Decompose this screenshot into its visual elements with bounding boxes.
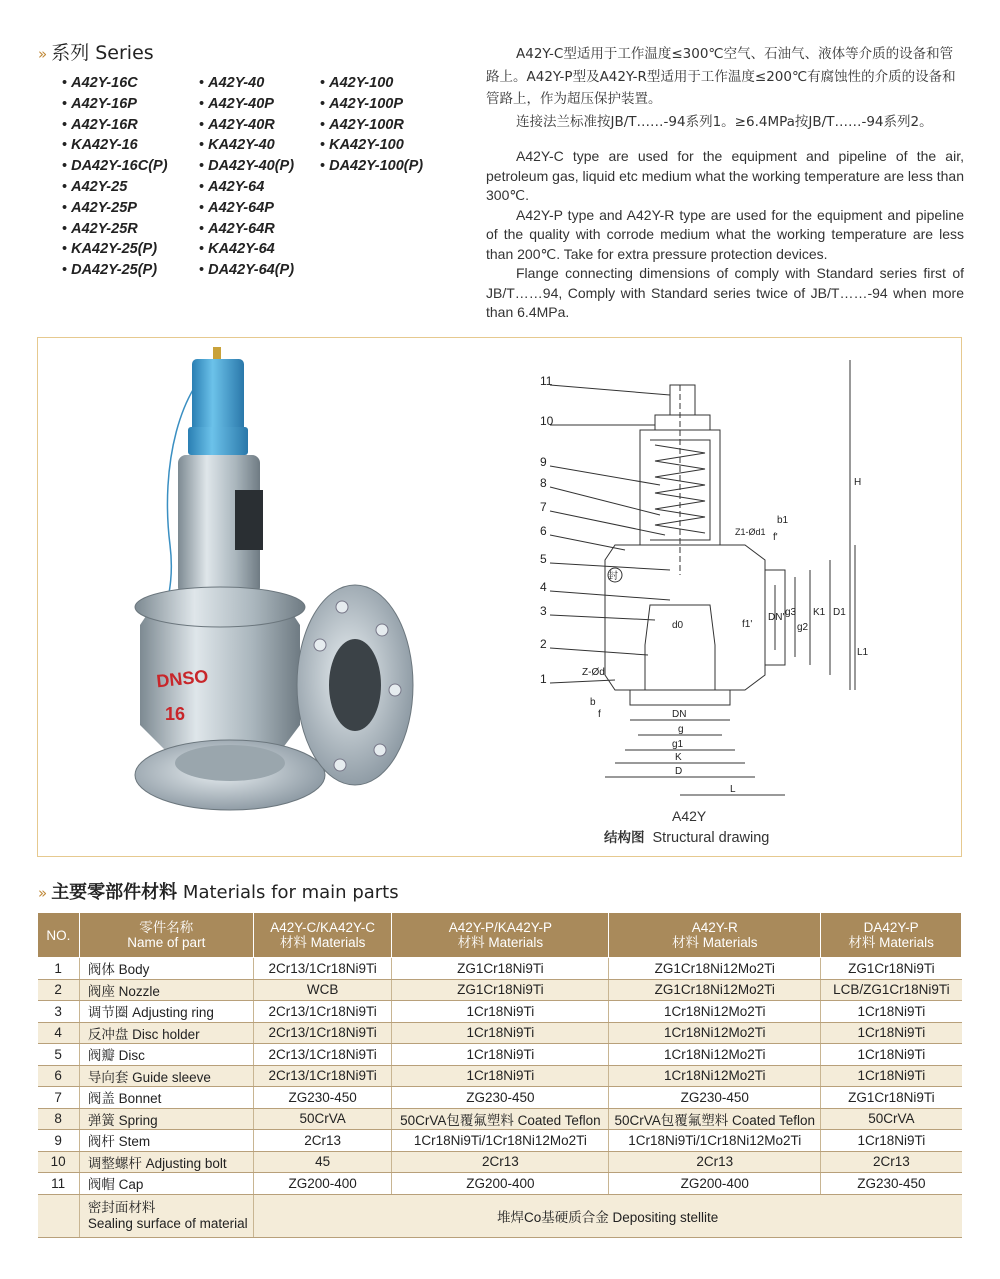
dim-label: f1' — [742, 619, 753, 630]
series-item: • A42Y-100P — [320, 94, 423, 115]
series-item: • DA42Y-25(P) — [62, 260, 168, 281]
series-item: • DA42Y-40(P) — [199, 156, 294, 177]
series-item: • KA42Y-64 — [199, 239, 294, 260]
series-column-1 — [62, 73, 168, 281]
series-item: • A42Y-100 — [320, 73, 423, 94]
table-row: 8 弹簧 Spring 50CrVA 50CrVA包覆氟塑料 Coated Teflon 50CrVA包覆氟塑料 Coated Teflon 50CrVA — [38, 1108, 962, 1130]
figure-caption-model: A42Y — [672, 808, 707, 824]
header-col-4: DA42Y-P 材料 Materials — [821, 913, 962, 958]
dim-label: D1 — [833, 607, 846, 618]
table-header-row — [38, 913, 962, 958]
table-row: 10 调整螺杆 Adjusting bolt 45 2Cr13 2Cr13 2Cr13 — [38, 1151, 962, 1173]
series-column-3 — [320, 73, 423, 177]
series-item: • A42Y-100R — [320, 115, 423, 136]
valve-marking-dn: DNSO — [155, 666, 210, 692]
dim-label: Z-Ød — [582, 667, 605, 678]
dim-label: g2 — [797, 622, 809, 633]
series-title-en: Series — [95, 42, 154, 64]
dim-label: g3 — [785, 607, 797, 618]
structural-drawing — [520, 345, 900, 805]
part-label-3: 3 — [540, 604, 547, 618]
dim-label: L — [730, 784, 736, 795]
dim-label: D — [675, 766, 683, 777]
table-row: 1 阀体 Body 2Cr13/1Cr18Ni9Ti ZG1Cr18Ni9Ti ZG1Cr18Ni12Mo2Ti ZG1Cr18Ni9Ti — [38, 958, 962, 980]
series-item: • DA42Y-64(P) — [199, 260, 294, 281]
seal-mark: 封 — [608, 571, 618, 582]
table-row: 7 阀盖 Bonnet ZG230-450 ZG230-450 ZG230-450 ZG1Cr18Ni9Ti — [38, 1087, 962, 1109]
dim-label: d0 — [672, 620, 684, 631]
valve-photo — [120, 345, 420, 835]
header-col-1: A42Y-C/KA42Y-C 材料 Materials — [253, 913, 392, 958]
header-name: 零件名称 Name of part — [79, 913, 253, 958]
header-col-3: A42Y-R 材料 Materials — [609, 913, 821, 958]
valve-marking-pn: 16 — [165, 704, 186, 724]
part-label-6: 6 — [540, 524, 547, 538]
dim-label: K — [675, 752, 682, 763]
materials-title-en: Materials for main parts — [182, 882, 399, 903]
materials-title-cn: 主要零部件材料 — [51, 882, 178, 903]
table-row: 2 阀座 Nozzle WCB ZG1Cr18Ni9Ti ZG1Cr18Ni12Mo2Ti LCB/ZG1Cr18Ni9Ti — [38, 979, 962, 1001]
series-item: • A42Y-25 — [62, 177, 168, 198]
part-label-7: 7 — [540, 500, 547, 514]
series-item: • DA42Y-16C(P) — [62, 156, 168, 177]
chevron-icon: » — [38, 884, 46, 902]
series-item: • KA42Y-100 — [320, 135, 423, 156]
dim-label: f' — [773, 532, 778, 543]
series-item: • A42Y-25R — [62, 219, 168, 240]
series-item: • A42Y-25P — [62, 198, 168, 219]
description-cn-1: A42Y-C型适用于工作温度≤300℃空气、石油气、液体等介质的设备和管路上。A42Y-P型及A42Y-R型适用于工作温度≤200℃有腐蚀性的介质的设备和管路上，作为超压保护装置。 — [486, 46, 956, 107]
part-label-11: 11 — [540, 374, 553, 388]
materials-title — [38, 878, 399, 904]
description-en-1: A42Y-C type are used for the equipment and pipeline of the air, petroleum gas, liquid etc medium what the working temperature are less than 300℃. — [486, 148, 964, 203]
part-label-9: 9 — [540, 455, 547, 469]
series-item: • A42Y-16R — [62, 115, 168, 136]
dim-label: g — [678, 724, 684, 735]
series-item: • A42Y-40P — [199, 94, 294, 115]
series-item: • KA42Y-16 — [62, 135, 168, 156]
figure-caption — [604, 826, 769, 846]
dim-label: Z1-Ød1 — [735, 527, 766, 537]
materials-table — [37, 912, 962, 1238]
series-item: • A42Y-40 — [199, 73, 294, 94]
seal-value: 堆焊Co基硬质合金 Depositing stellite — [253, 1194, 961, 1237]
dim-label: DN — [672, 709, 687, 720]
series-column-2 — [199, 73, 294, 281]
series-item: • A42Y-64R — [199, 219, 294, 240]
table-row: 5 阀瓣 Disc 2Cr13/1Cr18Ni9Ti 1Cr18Ni9Ti 1Cr18Ni12Mo2Ti 1Cr18Ni9Ti — [38, 1044, 962, 1066]
series-item: • DA42Y-100(P) — [320, 156, 423, 177]
dim-label: K1 — [813, 607, 826, 618]
chevron-icon: » — [38, 45, 46, 63]
part-label-8: 8 — [540, 476, 547, 490]
seal-name: 密封面材料 Sealing surface of material — [79, 1194, 253, 1237]
table-row: 6 导向套 Guide sleeve 2Cr13/1Cr18Ni9Ti 1Cr18Ni9Ti 1Cr18Ni12Mo2Ti 1Cr18Ni9Ti — [38, 1065, 962, 1087]
description-en-2: A42Y-P type and A42Y-R type are used for the equipment and pipeline of the quality with corrode medium what the working temperature are less than 200℃. Take for extra pressure protection devices. — [486, 206, 964, 262]
dim-label: f — [598, 709, 601, 720]
series-title-cn: 系列 — [51, 42, 90, 64]
series-title — [38, 38, 154, 65]
dim-label: b — [590, 697, 596, 708]
table-row: 3 调节圈 Adjusting ring 2Cr13/1Cr18Ni9Ti 1Cr18Ni9Ti 1Cr18Ni12Mo2Ti 1Cr18Ni9Ti — [38, 1001, 962, 1023]
dim-label: L1 — [857, 647, 869, 658]
dim-label: g1 — [672, 739, 684, 750]
series-item: • KA42Y-25(P) — [62, 239, 168, 260]
dim-label: b1 — [777, 515, 789, 526]
part-label-4: 4 — [540, 580, 547, 594]
series-item: • A42Y-16P — [62, 94, 168, 115]
table-row-sealing — [38, 1194, 962, 1237]
series-item: • A42Y-40R — [199, 115, 294, 136]
part-label-5: 5 — [540, 552, 547, 566]
description-cn-2: 连接法兰标准按JB/T……-94系列1。≥6.4MPa按JB/T……-94系列2。 — [516, 113, 933, 130]
series-item: • A42Y-16C — [62, 73, 168, 94]
part-label-2: 2 — [540, 637, 547, 651]
header-col-2: A42Y-P/KA42Y-P 材料 Materials — [392, 913, 609, 958]
series-item: • KA42Y-40 — [199, 135, 294, 156]
series-item: • A42Y-64P — [199, 198, 294, 219]
part-label-1: 1 — [540, 672, 547, 686]
figure-caption-cn: 结构图 — [604, 830, 645, 846]
series-item: • A42Y-64 — [199, 177, 294, 198]
table-row: 9 阀杆 Stem 2Cr13 1Cr18Ni9Ti/1Cr18Ni12Mo2Ti 1Cr18Ni9Ti/1Cr18Ni12Mo2Ti 1Cr18Ni9Ti — [38, 1130, 962, 1152]
part-label-10: 10 — [540, 414, 554, 428]
description-en-3: Flange connecting dimensions of comply with Standard series first of JB/T……94, Comply with Standard series twice of JB/T……-94 when more than 6.4MPa. — [486, 265, 964, 320]
table-row: 4 反冲盘 Disc holder 2Cr13/1Cr18Ni9Ti 1Cr18Ni9Ti 1Cr18Ni12Mo2Ti 1Cr18Ni9Ti — [38, 1022, 962, 1044]
dim-label: DN' — [768, 612, 785, 623]
figure-caption-en: Structural drawing — [652, 830, 770, 846]
header-no: NO. — [38, 913, 80, 958]
description — [486, 43, 964, 323]
table-row: 11 阀帽 Cap ZG200-400 ZG200-400 ZG200-400 ZG230-450 — [38, 1173, 962, 1195]
dim-label: H — [854, 477, 862, 488]
